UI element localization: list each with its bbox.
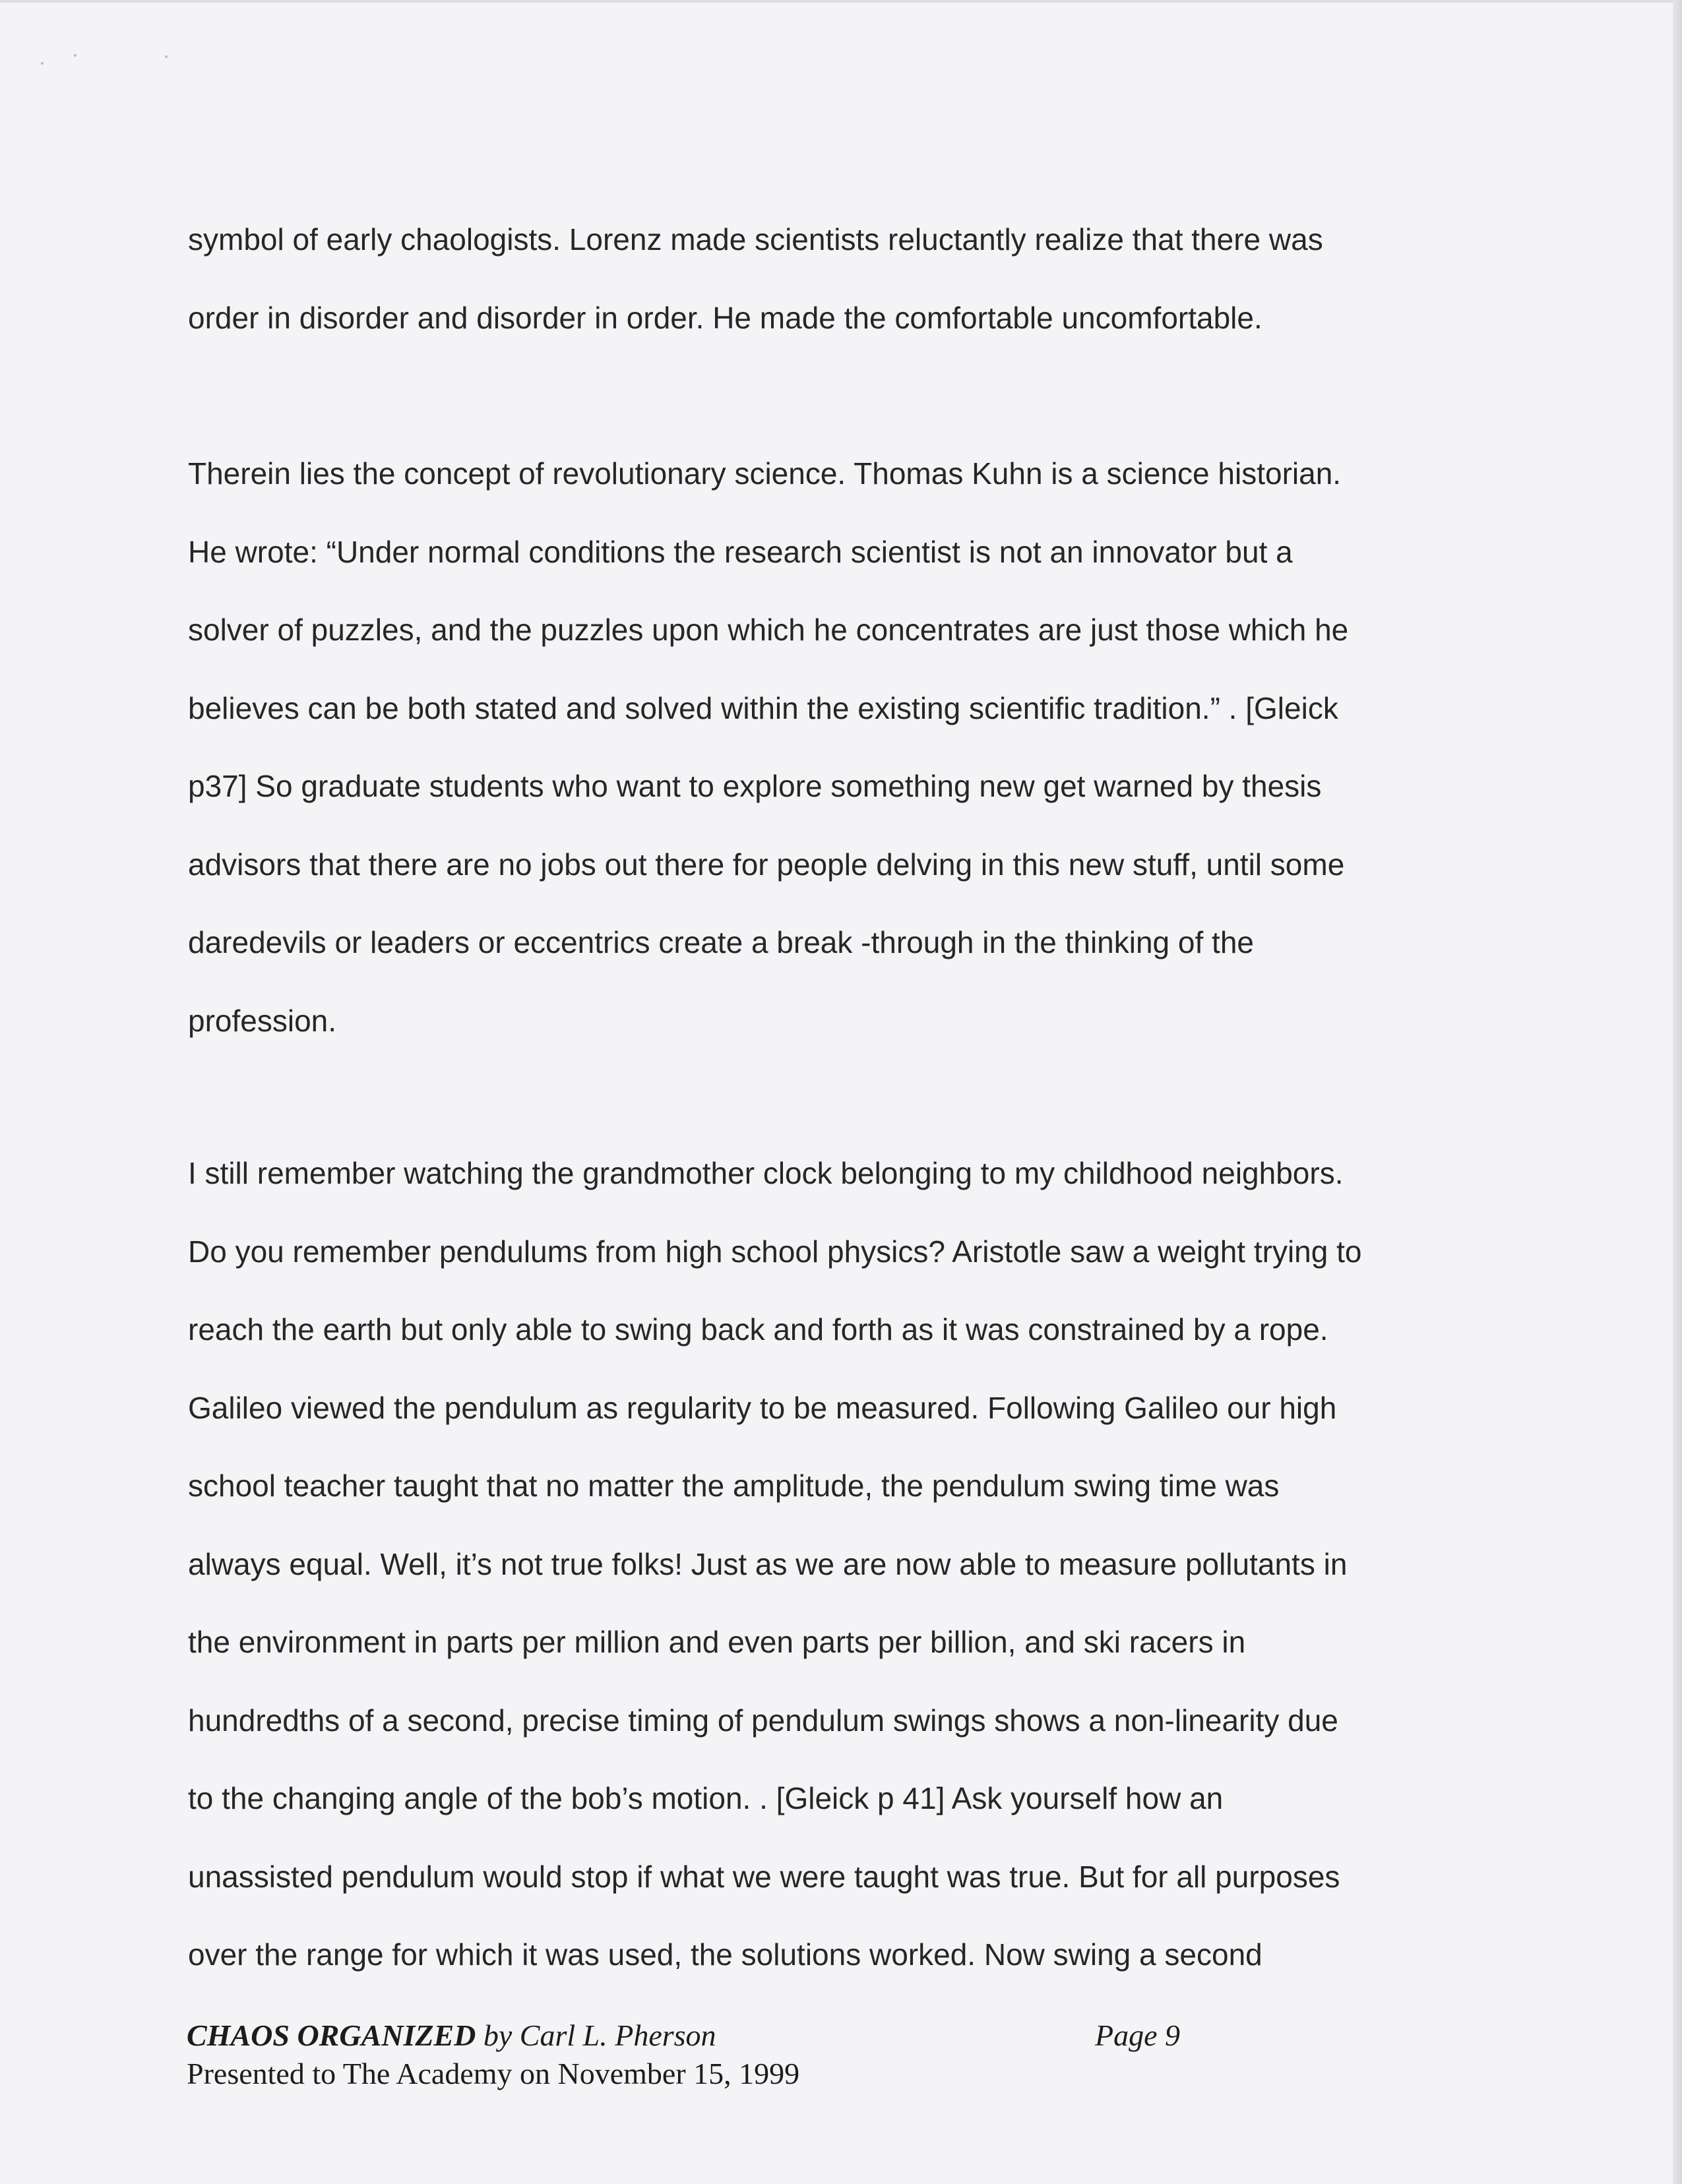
text-line: He wrote: “Under normal conditions the research scientist is not an innovator but a <box>188 534 1293 569</box>
page-number: Page 9 <box>1095 2018 1181 2052</box>
text-line: symbol of early chaologists. Lorenz made scientists reluctantly realize that there was <box>188 222 1323 257</box>
footer-title: CHAOS ORGANIZED <box>187 2018 476 2052</box>
footer-credits <box>187 2017 799 2093</box>
text-line: hundredths of a second, precise timing of pendulum swings shows a non-linearity due <box>188 1703 1338 1738</box>
page-top-edge <box>0 0 1682 3</box>
text-line: profession. <box>188 1003 337 1038</box>
text-line: always equal. Well, it’s not true folks! Just as we are now able to measure pollutants in <box>188 1546 1348 1581</box>
text-line: over the range for which it was used, the solutions worked. Now swing a second <box>188 1937 1262 1972</box>
paragraph-pendulum <box>188 1134 1507 1994</box>
text-line: p37] So graduate students who want to explore something new get warned by thesis <box>188 769 1322 803</box>
text-line: Galileo viewed the pendulum as regularity to be measured. Following Galileo our high <box>188 1390 1337 1425</box>
text-line: unassisted pendulum would stop if what we were taught was true. But for all purposes <box>188 1859 1340 1894</box>
text-line: solver of puzzles, and the puzzles upon which he concentrates are just those which he <box>188 613 1349 647</box>
scan-speck <box>41 62 44 65</box>
scan-speck <box>165 55 168 58</box>
text-line: advisors that there are no jobs out there for people delving in this new stuff, until some <box>188 847 1345 882</box>
text-line: Do you remember pendulums from high school physics? Aristotle saw a weight trying to <box>188 1234 1362 1269</box>
text-line: Therein lies the concept of revolutionary science. Thomas Kuhn is a science historian. <box>188 456 1342 491</box>
text-line: to the changing angle of the bob’s motion. . [Gleick p 41] Ask yourself how an <box>188 1781 1224 1815</box>
footer-byline: by Carl L. Pherson <box>483 2018 716 2052</box>
text-line: school teacher taught that no matter the amplitude, the pendulum swing time was <box>188 1469 1280 1503</box>
paragraph-lorenz <box>188 200 1507 357</box>
scan-speck <box>74 54 77 57</box>
text-line: believes can be both stated and solved within the existing scientific tradition.” . [Gleick <box>188 690 1338 725</box>
text-line: I still remember watching the grandmother clock belonging to my childhood neighbors. <box>188 1156 1344 1190</box>
text-line: the environment in parts per million and even parts per billion, and ski racers in <box>188 1625 1246 1659</box>
footer-presented: Presented to The Academy on November 15, 1999 <box>187 2057 800 2090</box>
text-line: reach the earth but only able to swing back and forth as it was constrained by a rope. <box>188 1312 1328 1347</box>
text-line: daredevils or leaders or eccentrics create a break -through in the thinking of the <box>188 925 1254 959</box>
paragraph-revolutionary-science <box>188 435 1507 1060</box>
page-right-edge <box>1673 0 1682 2184</box>
text-line: order in disorder and disorder in order. He made the comfortable uncomfortable. <box>188 300 1262 335</box>
footer-title-line <box>187 2017 799 2055</box>
